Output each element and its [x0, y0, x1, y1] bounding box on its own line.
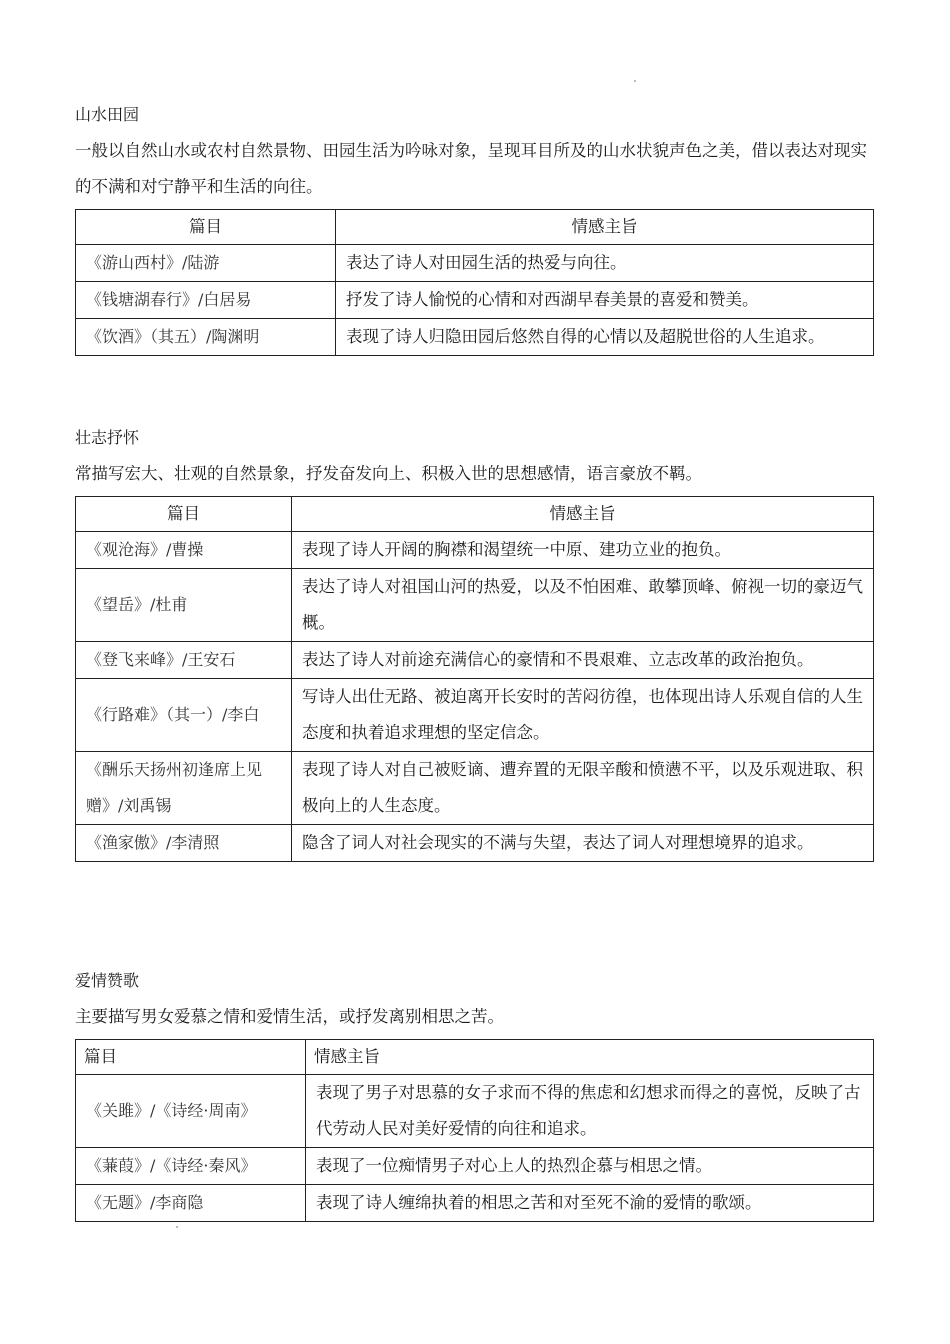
table-row — [76, 532, 874, 569]
theme-cell: 表现了男子对思慕的女子求而不得的焦虑和幻想求而得之的喜悦，反映了古代劳动人民对美好爱情的向往和追求。 — [306, 1075, 874, 1148]
theme-cell: 抒发了诗人愉悦的心情和对西湖早春美景的喜爱和赞美。 — [336, 282, 874, 319]
theme-cell: 表现了一位痴情男子对心上人的热烈企慕与相思之情。 — [306, 1148, 874, 1185]
table-header-row — [76, 1040, 874, 1075]
work-cell: 《关雎》/《诗经·周南》 — [76, 1075, 306, 1148]
work-cell: 《望岳》/杜甫 — [76, 569, 292, 642]
section-title: 山水田园 — [75, 105, 140, 124]
section-title: 壮志抒怀 — [75, 428, 140, 447]
table-header-row — [76, 210, 874, 245]
section-intro: 常描写宏大、壮观的自然景象，抒发奋发向上、积极入世的思想感情，语言豪放不羁。 — [75, 464, 702, 483]
work-cell: 《登飞来峰》/王安石 — [76, 642, 292, 679]
header-work: 篇目 — [76, 1040, 306, 1075]
table-header-row — [76, 497, 874, 532]
theme-cell: 表达了诗人对田园生活的热爱与向往。 — [336, 245, 874, 282]
theme-cell: 隐含了词人对社会现实的不满与失望，表达了词人对理想境界的追求。 — [292, 825, 874, 862]
table-row — [76, 752, 874, 825]
theme-cell: 写诗人出仕无路、被迫离开长安时的苦闷彷徨，也体现出诗人乐观自信的人生态度和执着追求理想的坚定信念。 — [292, 679, 874, 752]
section-intro: 主要描写男女爱慕之情和爱情生活，或抒发离别相思之苦。 — [75, 1007, 504, 1026]
section-ambition — [75, 426, 873, 862]
work-cell: 《无题》/李商隐 — [76, 1185, 306, 1222]
table-row — [76, 319, 874, 356]
table-row — [76, 245, 874, 282]
table-row — [76, 282, 874, 319]
scan-speck — [634, 80, 636, 82]
poem-table — [75, 209, 874, 356]
table-row — [76, 1148, 874, 1185]
work-cell: 《渔家傲》/李清照 — [76, 825, 292, 862]
table-row — [76, 569, 874, 642]
theme-cell: 表达了诗人对前途充满信心的豪情和不畏艰难、立志改革的政治抱负。 — [292, 642, 874, 679]
section-love — [75, 969, 873, 1222]
section-intro: 一般以自然山水或农村自然景物、田园生活为吟咏对象，呈现耳目所及的山水状貌声色之美，借以表达对现实的不满和对宁静平和生活的向往。 — [75, 141, 867, 196]
table-row — [76, 1185, 874, 1222]
work-cell: 《饮酒》（其五）/陶渊明 — [76, 319, 336, 356]
section-landscape-pastoral — [75, 103, 873, 356]
theme-cell: 表现了诗人缠绵执着的相思之苦和对至死不渝的爱情的歌颂。 — [306, 1185, 874, 1222]
work-cell: 《蒹葭》/《诗经·秦风》 — [76, 1148, 306, 1185]
work-cell: 《游山西村》/陆游 — [76, 245, 336, 282]
header-work: 篇目 — [76, 497, 292, 532]
scan-speck — [176, 1226, 178, 1228]
work-cell: 《观沧海》/曹操 — [76, 532, 292, 569]
theme-cell: 表现了诗人对自己被贬谪、遭弃置的无限辛酸和愤懑不平，以及乐观进取、积极向上的人生态度。 — [292, 752, 874, 825]
table-row — [76, 679, 874, 752]
theme-cell: 表达了诗人对祖国山河的热爱，以及不怕困难、敢攀顶峰、俯视一切的豪迈气概。 — [292, 569, 874, 642]
header-work: 篇目 — [76, 210, 336, 245]
work-cell: 《酬乐天扬州初逢席上见赠》/刘禹锡 — [76, 752, 292, 825]
section-title: 爱情赞歌 — [75, 971, 140, 990]
work-cell: 《钱塘湖春行》/白居易 — [76, 282, 336, 319]
theme-cell: 表现了诗人开阔的胸襟和渴望统一中原、建功立业的抱负。 — [292, 532, 874, 569]
header-theme: 情感主旨 — [306, 1040, 874, 1075]
header-theme: 情感主旨 — [292, 497, 874, 532]
work-cell: 《行路难》（其一）/李白 — [76, 679, 292, 752]
table-row — [76, 642, 874, 679]
theme-cell: 表现了诗人归隐田园后悠然自得的心情以及超脱世俗的人生追求。 — [336, 319, 874, 356]
poem-table — [75, 1039, 874, 1222]
poem-table — [75, 496, 874, 862]
table-row — [76, 1075, 874, 1148]
header-theme: 情感主旨 — [336, 210, 874, 245]
table-row — [76, 825, 874, 862]
